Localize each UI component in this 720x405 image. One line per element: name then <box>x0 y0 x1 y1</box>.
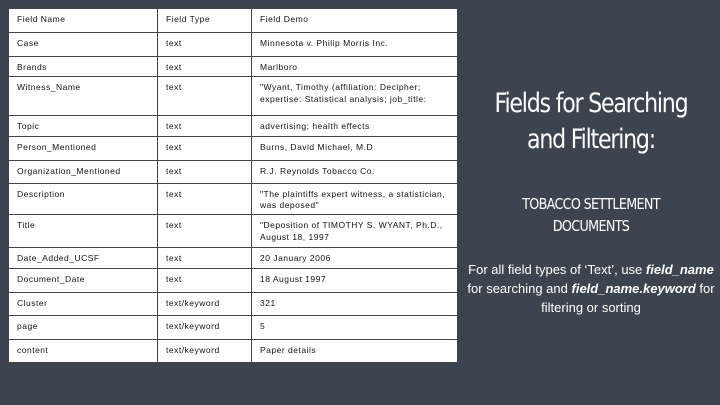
field-name-keyword-term: field_name.keyword <box>571 281 696 296</box>
field-demo-cell: Paper details <box>252 339 458 362</box>
info-panel <box>462 0 720 405</box>
field-type-cell: text <box>158 56 252 76</box>
field-type-cell: text/keyword <box>158 339 252 362</box>
field-type-cell: text <box>158 269 252 292</box>
page-title <box>485 86 697 158</box>
table-row <box>9 269 458 292</box>
field-demo-cell: "The plaintiffs expert witness, a statistician, was deposed" <box>252 183 458 215</box>
field-name-cell: Date_Added_UCSF <box>9 248 158 269</box>
description-text-3: for filtering or sorting <box>541 281 715 315</box>
field-name-cell: Document_Date <box>9 269 158 292</box>
field-type-cell: text <box>158 248 252 269</box>
field-type-cell: text <box>158 183 252 215</box>
table-row <box>9 56 458 76</box>
field-name-cell: Person_Mentioned <box>9 137 158 160</box>
table-row <box>9 160 458 183</box>
field-demo-cell: advertising; health effects <box>252 115 458 136</box>
subtitle <box>481 193 700 237</box>
subtitle-line-1: TOBACCO SETTLEMENT <box>522 195 660 213</box>
subtitle-line-2: DOCUMENTS <box>552 217 630 235</box>
field-type-cell: text <box>158 115 252 136</box>
field-demo-cell: "Deposition of TIMOTHY S. WYANT, Ph.D., August 18, 1997 <box>252 215 458 248</box>
field-name-term: field_name <box>645 262 714 277</box>
field-demo-cell: "Wyant, Timothy (affiliation: Decipher; expertise: Statistical analysis; job_title: <box>252 77 458 116</box>
page-title-line-2: and Filtering: <box>526 124 655 155</box>
table-row <box>9 248 458 269</box>
field-type-cell: text/keyword <box>158 292 252 315</box>
field-name-cell: Cluster <box>9 292 158 315</box>
header-field-type-cell: Field Type <box>158 9 252 33</box>
table-row <box>9 115 458 136</box>
field-type-cell: text <box>158 77 252 116</box>
field-type-cell: text <box>158 215 252 248</box>
usage-description <box>464 260 718 317</box>
description-text-1: For all field types of ‘Text’, use <box>468 262 646 277</box>
field-demo-cell: 5 <box>252 316 458 339</box>
field-type-cell: text <box>158 33 252 56</box>
field-type-cell: text <box>158 137 252 160</box>
table-row <box>9 137 458 160</box>
field-name-cell: Brands <box>9 56 158 76</box>
table-row <box>9 339 458 362</box>
table-row <box>9 292 458 315</box>
field-name-cell: Description <box>9 183 158 215</box>
field-demo-cell: Minnesota v. Philip Morris Inc. <box>252 33 458 56</box>
table-row <box>9 215 458 248</box>
field-name-cell: Case <box>9 33 158 56</box>
field-demo-cell: 20 January 2006 <box>252 248 458 269</box>
field-demo-cell: 18 August 1997 <box>252 269 458 292</box>
header-field-demo-cell: Field Demo <box>252 9 458 33</box>
field-type-cell: text <box>158 160 252 183</box>
field-name-cell: page <box>9 316 158 339</box>
field-name-cell: Title <box>9 215 158 248</box>
fields-table-body <box>9 9 458 363</box>
field-type-cell: text/keyword <box>158 316 252 339</box>
table-row <box>9 77 458 116</box>
fields-table-container <box>8 8 457 363</box>
table-row <box>9 183 458 215</box>
field-demo-cell: 321 <box>252 292 458 315</box>
header-field-name-cell: Field Name <box>9 9 158 33</box>
table-header-row <box>9 9 458 33</box>
table-row <box>9 316 458 339</box>
field-demo-cell: R.J. Reynolds Tobacco Co. <box>252 160 458 183</box>
description-text-2: for searching and <box>467 281 572 296</box>
field-name-cell: Witness_Name <box>9 77 158 116</box>
field-demo-cell: Burns, David Michael, M.D <box>252 137 458 160</box>
field-name-cell: Topic <box>9 115 158 136</box>
page-title-line-1: Fields for Searching <box>494 88 688 119</box>
table-row <box>9 33 458 56</box>
field-name-cell: content <box>9 339 158 362</box>
fields-table <box>8 8 458 363</box>
field-name-cell: Organization_Mentioned <box>9 160 158 183</box>
field-demo-cell: Marlboro <box>252 56 458 76</box>
